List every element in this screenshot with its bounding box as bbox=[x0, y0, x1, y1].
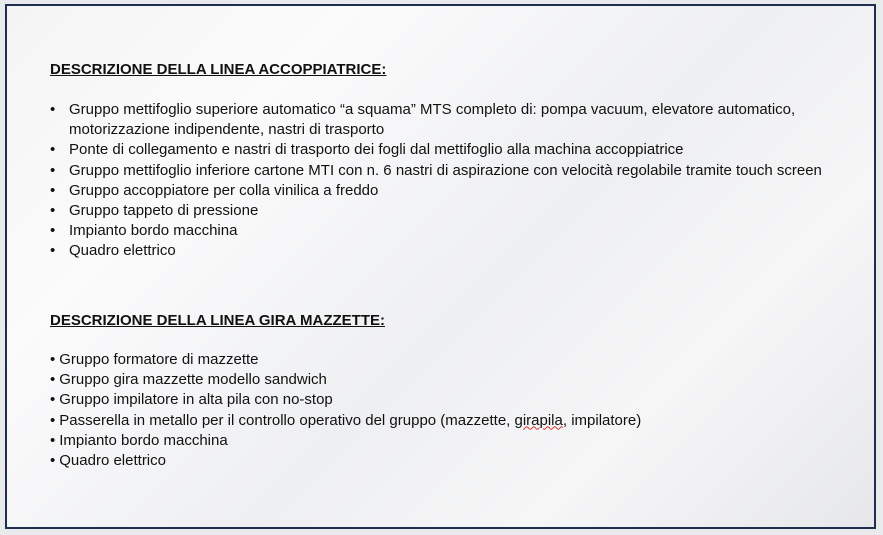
section-heading-gira-mazzette: DESCRIZIONE DELLA LINEA GIRA MAZZETTE: bbox=[50, 312, 385, 329]
list-item bbox=[50, 451, 641, 471]
accoppiatrice-list bbox=[50, 100, 859, 262]
list-item-text: Quadro elettrico bbox=[59, 452, 166, 470]
list-item: • Impianto bordo macchina bbox=[50, 221, 859, 241]
list-item-text-before: Passerella in metallo per il controllo operativo del gruppo (mazzette, bbox=[59, 411, 515, 429]
list-item bbox=[50, 411, 641, 431]
list-item bbox=[50, 350, 641, 370]
list-item: • Gruppo accoppiatore per colla vinilica a freddo bbox=[50, 181, 859, 201]
bullet: • bbox=[50, 452, 56, 470]
bullet: • bbox=[50, 411, 56, 429]
bullet: • bbox=[50, 351, 56, 368]
list-item: • Quadro elettrico bbox=[50, 241, 859, 261]
list-item-text: Impianto bordo macchina bbox=[59, 431, 228, 449]
list-item bbox=[50, 390, 641, 410]
slide-frame bbox=[5, 4, 876, 529]
list-item: • Ponte di collegamento e nastri di trasporto dei fogli dal mettifoglio alla machina accoppiatrice bbox=[50, 140, 859, 160]
list-item: • Gruppo tappeto di pressione bbox=[50, 201, 859, 221]
bullet: • bbox=[50, 371, 56, 389]
list-item bbox=[50, 431, 641, 451]
list-item-text: Gruppo impilatore in alta pila con no-stop bbox=[59, 391, 333, 409]
list-item: • Gruppo mettifoglio inferiore cartone MTI con n. 6 nastri di aspirazione con velocità regolabile tramite touch screen bbox=[50, 161, 859, 181]
bullet: • bbox=[50, 431, 56, 449]
section-heading-accoppiatrice: DESCRIZIONE DELLA LINEA ACCOPPIATRICE: bbox=[50, 61, 387, 78]
list-item: • Gruppo mettifoglio superiore automatico “a squama” MTS completo di: pompa vacuum, elevatore automatico, motorizzazione indipendente, nastri di trasporto bbox=[50, 100, 859, 140]
list-item bbox=[50, 370, 641, 390]
list-item-text: Gruppo gira mazzette modello sandwich bbox=[59, 371, 327, 389]
bullet: • bbox=[50, 391, 56, 409]
gira-mazzette-list bbox=[50, 350, 641, 471]
spellcheck-flagged-word[interactable]: girapila bbox=[514, 411, 563, 429]
list-item-text: Gruppo formatore di mazzette bbox=[59, 351, 259, 368]
list-item-text-after: , impilatore) bbox=[562, 411, 642, 429]
